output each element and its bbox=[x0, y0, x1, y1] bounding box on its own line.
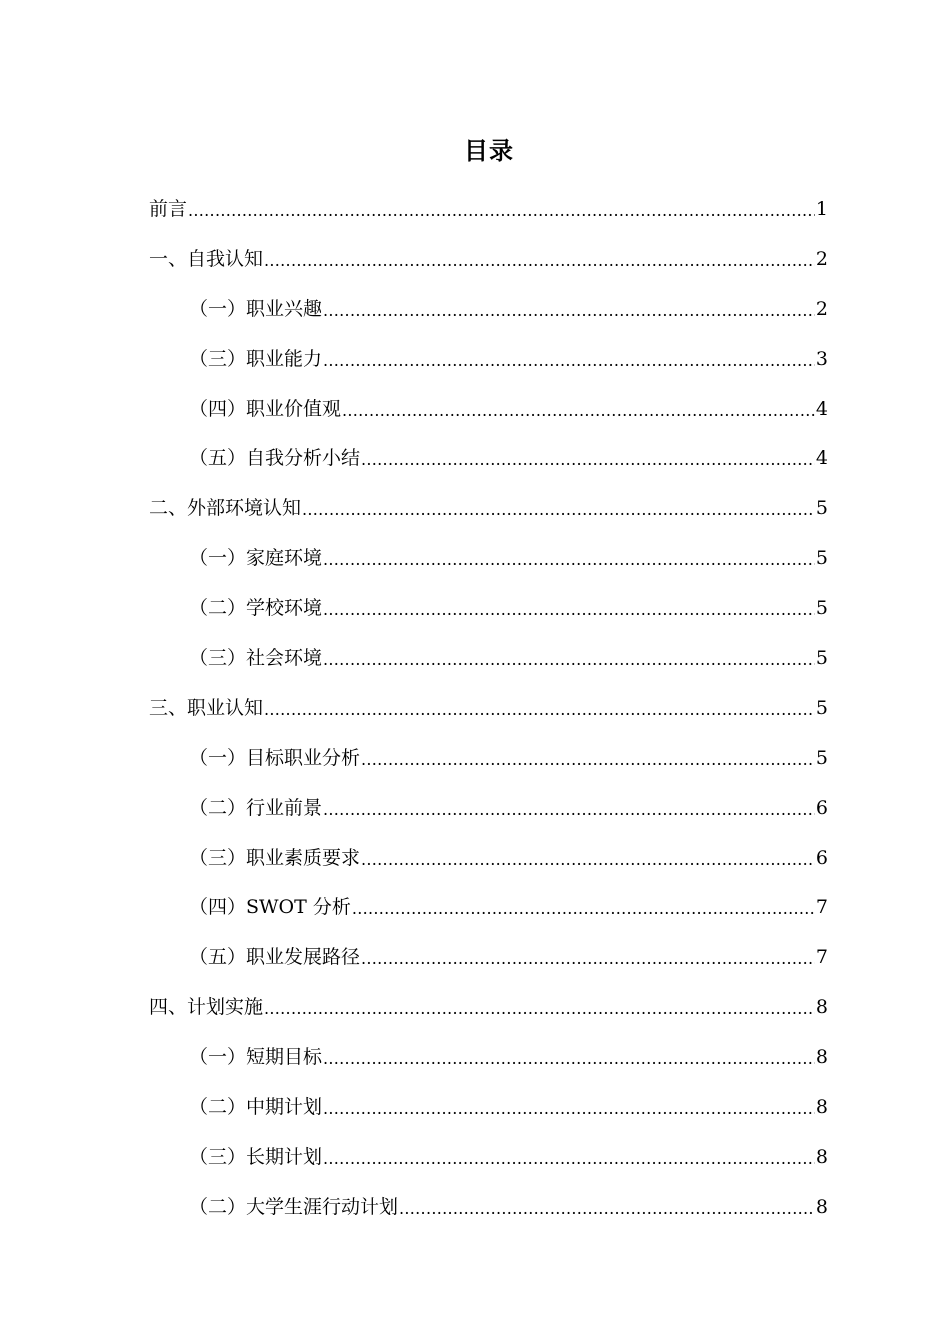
toc-entry-page: 8 bbox=[815, 1195, 828, 1218]
toc-entry-page: 5 bbox=[815, 597, 828, 620]
toc-entry[interactable] bbox=[149, 733, 828, 783]
toc-entry-page: 8 bbox=[815, 996, 828, 1019]
toc-entry[interactable] bbox=[149, 483, 828, 533]
toc-entry-page: 7 bbox=[815, 896, 828, 919]
toc-entry[interactable] bbox=[149, 833, 828, 883]
toc-entry[interactable] bbox=[149, 1182, 828, 1232]
toc-leader-dots bbox=[323, 1144, 815, 1170]
toc-leader-dots bbox=[361, 944, 815, 970]
toc-entry-page: 5 bbox=[815, 646, 828, 669]
toc-entry-page: 5 bbox=[815, 696, 828, 719]
toc-entry-label: （三）长期计划 bbox=[189, 1145, 323, 1168]
toc-entry-page: 8 bbox=[815, 1046, 828, 1069]
toc-leader-dots bbox=[361, 445, 815, 471]
toc-title: 目录 bbox=[464, 136, 514, 165]
toc-leader-dots bbox=[323, 346, 815, 372]
toc-leader-dots bbox=[323, 595, 815, 621]
toc-leader-dots bbox=[323, 545, 815, 571]
toc-entry-label: 三、职业认知 bbox=[149, 696, 264, 719]
toc-leader-dots bbox=[399, 1194, 815, 1220]
toc-entry-label: （四）职业价值观 bbox=[189, 397, 342, 420]
toc-entry-page: 5 bbox=[815, 746, 828, 769]
toc-entry-label: 二、外部环境认知 bbox=[149, 497, 302, 520]
toc-entry[interactable] bbox=[149, 583, 828, 633]
toc-entry-label: （五）自我分析小结 bbox=[189, 447, 361, 470]
toc-entry[interactable] bbox=[149, 284, 828, 334]
toc-entry[interactable] bbox=[149, 1032, 828, 1082]
toc-entry-label: （二）中期计划 bbox=[189, 1095, 323, 1118]
toc-entry-label: （三）职业能力 bbox=[189, 347, 323, 370]
toc-leader-dots bbox=[361, 745, 815, 771]
toc-entry-page: 7 bbox=[815, 946, 828, 969]
toc-leader-dots bbox=[264, 246, 815, 272]
toc-leader-dots bbox=[352, 894, 815, 920]
toc-entry[interactable] bbox=[149, 234, 828, 284]
toc-entry-page: 8 bbox=[815, 1145, 828, 1168]
toc-leader-dots bbox=[361, 845, 815, 871]
toc-entry-page: 5 bbox=[815, 497, 828, 520]
toc-entry[interactable] bbox=[149, 633, 828, 683]
toc-leader-dots bbox=[323, 1044, 815, 1070]
toc-entry-label: （一）目标职业分析 bbox=[189, 746, 361, 769]
toc-entry-label: （一）职业兴趣 bbox=[189, 297, 323, 320]
toc-list bbox=[149, 184, 828, 1232]
toc-leader-dots bbox=[188, 196, 815, 222]
toc-entry-page: 4 bbox=[815, 447, 828, 470]
toc-entry-page: 3 bbox=[815, 347, 828, 370]
toc-entry[interactable] bbox=[149, 334, 828, 384]
toc-leader-dots bbox=[302, 495, 815, 521]
toc-entry-page: 1 bbox=[815, 197, 828, 220]
toc-entry-page: 5 bbox=[815, 547, 828, 570]
toc-leader-dots bbox=[323, 1094, 815, 1120]
toc-entry[interactable] bbox=[149, 882, 828, 932]
toc-entry-label: （五）职业发展路径 bbox=[189, 946, 361, 969]
toc-entry-label: （三）职业素质要求 bbox=[189, 846, 361, 869]
toc-entry-label: （二）学校环境 bbox=[189, 597, 323, 620]
toc-leader-dots bbox=[323, 645, 815, 671]
toc-entry-label: 前言 bbox=[149, 197, 188, 220]
toc-entry-page: 4 bbox=[815, 397, 828, 420]
toc-leader-dots bbox=[323, 296, 815, 322]
toc-entry[interactable] bbox=[149, 932, 828, 982]
toc-entry-label: （二）行业前景 bbox=[189, 796, 323, 819]
toc-entry[interactable] bbox=[149, 433, 828, 483]
toc-entry[interactable] bbox=[149, 683, 828, 733]
toc-entry-label: （一）家庭环境 bbox=[189, 547, 323, 570]
toc-entry-label: 四、计划实施 bbox=[149, 996, 264, 1019]
toc-entry-page: 2 bbox=[815, 247, 828, 270]
toc-entry-label: （四）SWOT 分析 bbox=[189, 896, 351, 919]
toc-entry-page: 2 bbox=[815, 297, 828, 320]
toc-entry-label: 一、自我认知 bbox=[149, 247, 264, 270]
toc-entry[interactable] bbox=[149, 1132, 828, 1182]
toc-entry-page: 6 bbox=[815, 796, 828, 819]
toc-leader-dots bbox=[342, 396, 815, 422]
toc-leader-dots bbox=[323, 795, 815, 821]
toc-entry-label: （二）大学生涯行动计划 bbox=[189, 1195, 399, 1218]
toc-entry[interactable] bbox=[149, 384, 828, 434]
toc-entry-page: 6 bbox=[815, 846, 828, 869]
toc-entry[interactable] bbox=[149, 1082, 828, 1132]
toc-leader-dots bbox=[264, 695, 815, 721]
toc-entry[interactable] bbox=[149, 533, 828, 583]
toc-leader-dots bbox=[264, 994, 815, 1020]
toc-entry-label: （三）社会环境 bbox=[189, 646, 323, 669]
toc-entry[interactable] bbox=[149, 184, 828, 234]
toc-entry[interactable] bbox=[149, 982, 828, 1032]
toc-entry-page: 8 bbox=[815, 1095, 828, 1118]
toc-entry[interactable] bbox=[149, 783, 828, 833]
toc-entry-label: （一）短期目标 bbox=[189, 1046, 323, 1069]
